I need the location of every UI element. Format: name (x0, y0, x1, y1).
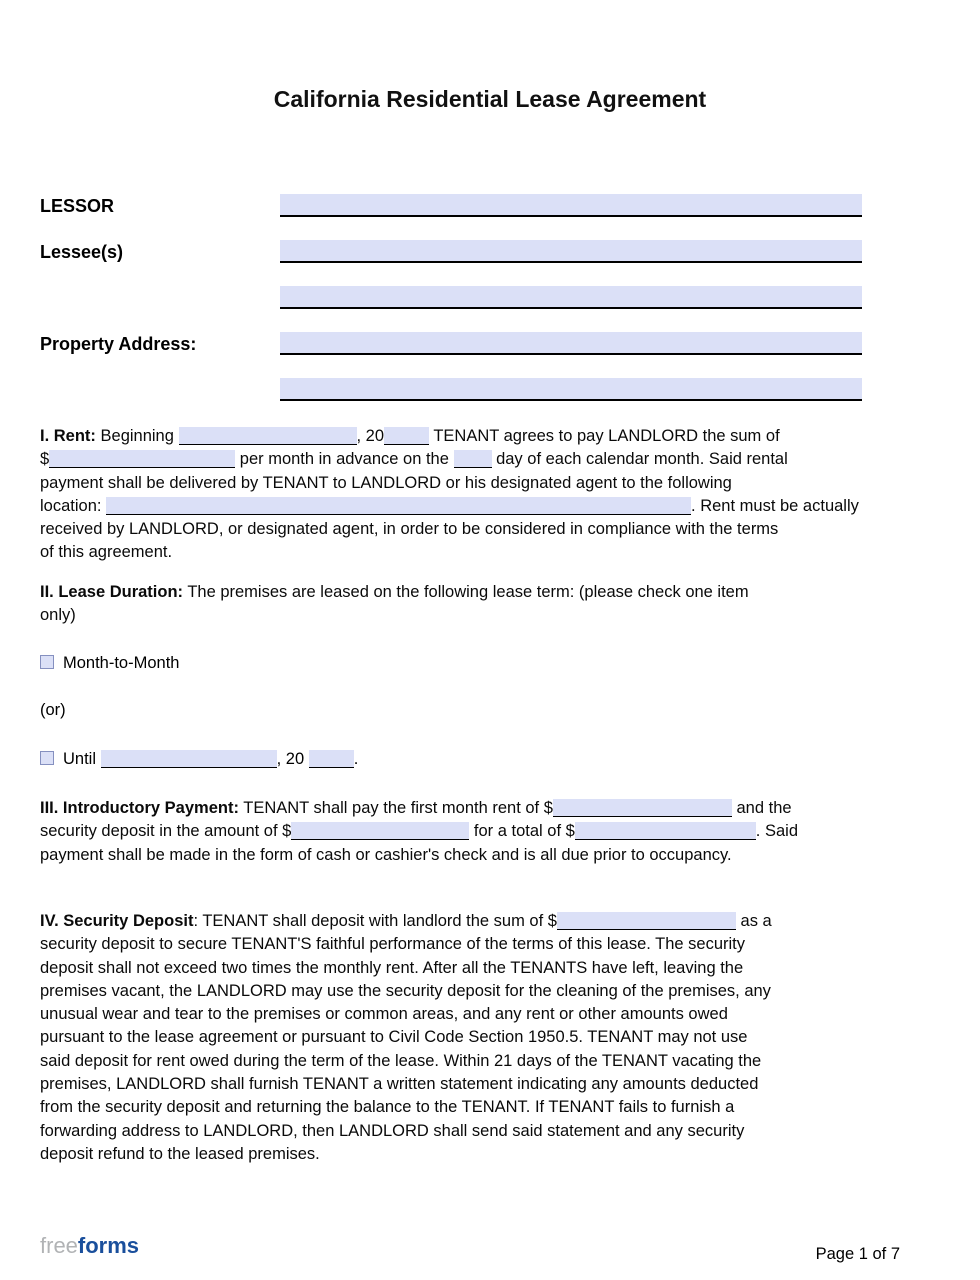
section-introductory-payment (40, 797, 798, 867)
section-lease-duration (40, 581, 749, 628)
section-heading-text: IV. Security Deposit (40, 912, 194, 930)
text-line (40, 1026, 772, 1049)
blank-input-field[interactable] (454, 450, 492, 468)
blank-input-field[interactable] (309, 750, 354, 768)
blank-input-field[interactable] (106, 497, 691, 515)
text-line (40, 581, 749, 604)
blank-input-field[interactable] (291, 822, 469, 840)
lessee-row-2 (40, 286, 940, 310)
body-text: , 20 (276, 750, 309, 768)
property-address-input-field[interactable] (280, 332, 862, 355)
page-indicator: Page 1 of 7 (815, 1245, 900, 1263)
lessee-row (40, 240, 940, 264)
body-text: deposit refund to the leased premises. (40, 1144, 320, 1163)
body-text: , 20 (356, 427, 385, 445)
text-line (40, 957, 772, 980)
body-text: TENANT agrees to pay LANDLORD the sum of (429, 427, 780, 445)
body-text: per month in advance on the (235, 450, 454, 469)
text-line (40, 604, 749, 627)
lessee-input-field-2[interactable] (280, 286, 862, 309)
text-line (40, 797, 798, 820)
text-line (40, 1120, 772, 1143)
body-text: for a total of $ (469, 822, 575, 841)
body-text: as a (735, 912, 772, 930)
body-text: deposit shall not exceed two times the monthly rent. After all the TENANTS have left, leaving the (40, 958, 744, 977)
body-text: . Said (755, 822, 798, 841)
text-line (40, 448, 859, 471)
month-to-month-checkbox[interactable] (40, 655, 54, 669)
body-text: : TENANT shall deposit with landlord the sum of $ (193, 912, 557, 930)
body-text: $ (40, 450, 50, 469)
body-text: of this agreement. (40, 543, 173, 562)
lessor-row (40, 194, 940, 218)
freeforms-logo[interactable] (40, 1233, 139, 1259)
text-line (40, 425, 859, 448)
text-line (40, 933, 772, 956)
text-line (40, 980, 772, 1003)
property-address-row-2 (40, 378, 940, 402)
until-label (63, 750, 358, 768)
property-address-row (40, 332, 940, 356)
body-text: . (353, 750, 359, 768)
section-heading-text: I. Rent: (40, 427, 96, 445)
property-address-label: Property Address: (40, 334, 197, 354)
lessee-label: Lessee(s) (40, 242, 124, 262)
lessor-input-field[interactable] (280, 194, 862, 217)
body-text: payment shall be delivered by TENANT to LANDLORD or his designated agent to the following (40, 473, 732, 492)
section-heading-text: II. Lease Duration: (40, 583, 184, 601)
body-text: only) (40, 606, 76, 625)
body-text: security deposit in the amount of $ (40, 822, 292, 841)
freeforms-logo-forms: forms (77, 1233, 140, 1258)
text-line (40, 820, 798, 843)
section-heading-text: III. Introductory Payment: (40, 799, 239, 817)
section-rent (40, 425, 859, 565)
blank-input-field[interactable] (575, 822, 756, 840)
text-line (40, 495, 859, 518)
page-title: California Residential Lease Agreement (273, 86, 707, 112)
text-line (40, 1073, 772, 1096)
body-text: TENANT shall pay the first month rent of $ (238, 799, 553, 817)
body-text: received by LANDLORD, or designated agent, in order to be considered in compliance with the terms (40, 520, 779, 539)
body-text: premises, LANDLORD shall furnish TENANT a written statement indicating any amounts deducted (40, 1075, 759, 1094)
lessor-label: LESSOR (40, 196, 115, 216)
blank-input-field[interactable] (557, 912, 736, 930)
freeforms-logo-free: free (40, 1233, 78, 1258)
body-text: said deposit for rent owed during the term of the lease. Within 21 days of the TENANT vacating the (40, 1051, 762, 1070)
body-text: . Rent must be actually (691, 496, 859, 515)
body-text: payment shall be made in the form of cash or cashier's check and is all due prior to occupancy. (40, 845, 732, 864)
property-address-input-field-2[interactable] (280, 378, 862, 401)
body-text: location: (40, 496, 107, 515)
body-text: premises vacant, the LANDLORD may use the security deposit for the cleaning of the premises, any (40, 981, 771, 1000)
body-text: The premises are leased on the following lease term: (please check one item (183, 583, 749, 601)
body-text: Until (63, 750, 101, 768)
text-line (40, 1003, 772, 1026)
lessee-input-field[interactable] (280, 240, 862, 263)
blank-input-field[interactable] (179, 427, 357, 445)
blank-input-field[interactable] (384, 427, 429, 445)
until-checkbox[interactable] (40, 751, 54, 765)
text-line (40, 1050, 772, 1073)
month-to-month-label: Month-to-Month (63, 654, 180, 672)
section-security-deposit (40, 910, 772, 1166)
body-text: unusual wear and tear to the premises or common areas, and any rent or other amounts owed (40, 1005, 728, 1024)
text-line (40, 844, 798, 867)
text-line (40, 472, 859, 495)
or-separator: (or) (40, 701, 66, 719)
option-until (40, 749, 358, 769)
body-text: day of each calendar month. Said rental (491, 450, 788, 469)
body-text: pursuant to the lease agreement or pursuant to Civil Code Section 1950.5. TENANT may not use (40, 1028, 748, 1047)
body-text: forwarding address to LANDLORD, then LANDLORD shall send said statement and any security (40, 1121, 745, 1140)
text-line (40, 518, 859, 541)
text-line (40, 1096, 772, 1119)
blank-input-field[interactable] (101, 750, 277, 768)
body-text: security deposit to secure TENANT'S faithful performance of the terms of this lease. The security (40, 935, 746, 954)
body-text: from the security deposit and returning the balance to the TENANT. If TENANT fails to furnish a (40, 1098, 735, 1117)
option-month-to-month (40, 653, 179, 673)
text-line (40, 1143, 772, 1166)
text-line (40, 541, 859, 564)
blank-input-field[interactable] (553, 799, 732, 817)
body-text: Beginning (95, 427, 179, 445)
blank-input-field[interactable] (49, 450, 235, 468)
text-line (40, 910, 772, 933)
body-text: and the (731, 799, 792, 817)
